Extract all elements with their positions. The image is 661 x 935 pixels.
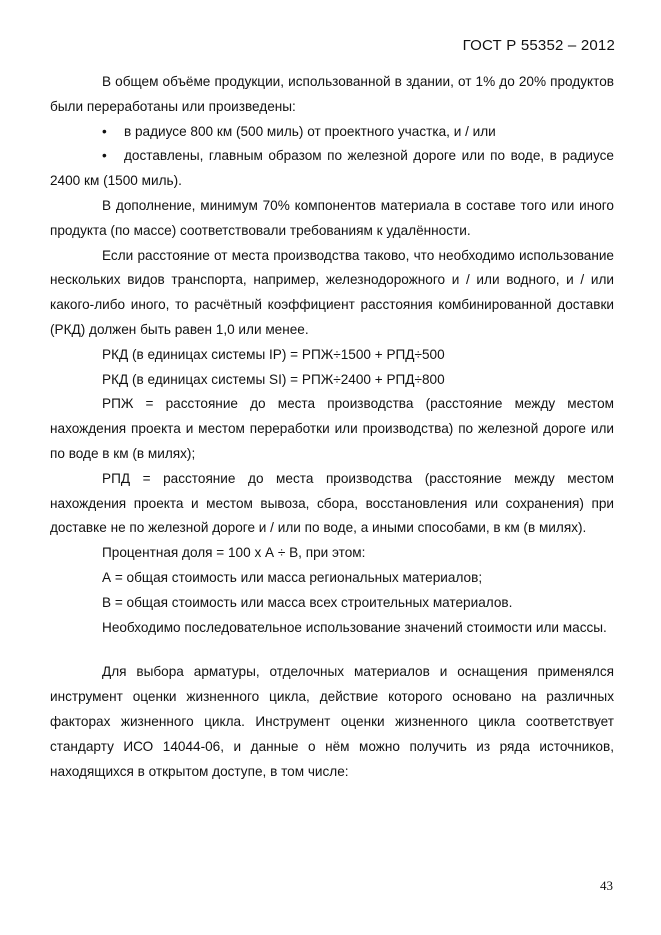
definition-a: А = общая стоимость или масса региональных материалов; bbox=[102, 569, 483, 585]
formula-si: РКД (в единицах системы SI) = РПЖ÷2400 + РПД÷800 bbox=[102, 371, 445, 387]
percentage-formula: Процентная доля = 100 х А ÷ В, при этом: bbox=[102, 545, 366, 561]
definition-rpd: РПД = расстояние до места производства (расстояние между местом нахождения проекта и местом вывоза, сбора, восстановления или сохранения) при доставке не по железной дороге и / или по воде, а иными способами, в км (в милях). bbox=[50, 470, 614, 536]
definition-b: В = общая стоимость или масса всех строительных материалов. bbox=[102, 594, 513, 610]
paragraph-addition: В дополнение, минимум 70% компонентов материала в составе того или иного продукта (по массе) соответствовали требованиям к удалённости. bbox=[50, 197, 614, 238]
definition-rpzh: РПЖ = расстояние до места производства (расстояние между местом нахождения проекта и местом переработки или производства) по железной дороге или по воде в км (в милях); bbox=[50, 396, 614, 461]
bullet-text-1: в радиусе 800 км (500 миль) от проектного участка, и / или bbox=[124, 123, 496, 139]
paragraph-distance: Если расстояние от места производства таково, что необходимо использование нескольких видов транспорта, например, железнодорожного и / или водного, и / или какого-либо иного, то расчётный коэффициент расстояния комбинированной доставки (РКД) должен быть равен 1,0 или менее. bbox=[50, 247, 614, 337]
bullet-icon: • bbox=[102, 123, 107, 139]
paragraph-lifecycle: Для выбора арматуры, отделочных материалов и оснащения применялся инструмент оценки жизненного цикла, действие которого основано на различных факторах жизненного цикла. Инструмент оценки жизненного цикла соответствует стандарту ИСО 14044-06, и данные о нём можно получить из ряда источников, находящихся в открытом доступе, в том числе: bbox=[50, 664, 614, 779]
formula-ip: РКД (в единицах системы IP) = РПЖ÷1500 + РПД÷500 bbox=[102, 346, 445, 362]
paragraph-intro: В общем объёме продукции, использованной в здании, от 1% до 20% продуктов были переработаны или произведены: bbox=[50, 74, 614, 114]
document-id-header: ГОСТ Р 55352 – 2012 bbox=[462, 37, 615, 54]
bullet-text-2: доставлены, главным образом по железной дороге или по воде, в радиусе 2400 км (1500 миль). bbox=[50, 148, 614, 189]
bullet-item-1 bbox=[50, 120, 614, 145]
document-body bbox=[50, 70, 614, 784]
bullet-icon: • bbox=[102, 148, 107, 164]
paragraph-gap bbox=[50, 640, 614, 660]
bullet-item-2 bbox=[50, 144, 614, 194]
paragraph-consistency: Необходимо последовательное использование значений стоимости или массы. bbox=[102, 619, 607, 635]
page-number: 43 bbox=[600, 878, 613, 893]
